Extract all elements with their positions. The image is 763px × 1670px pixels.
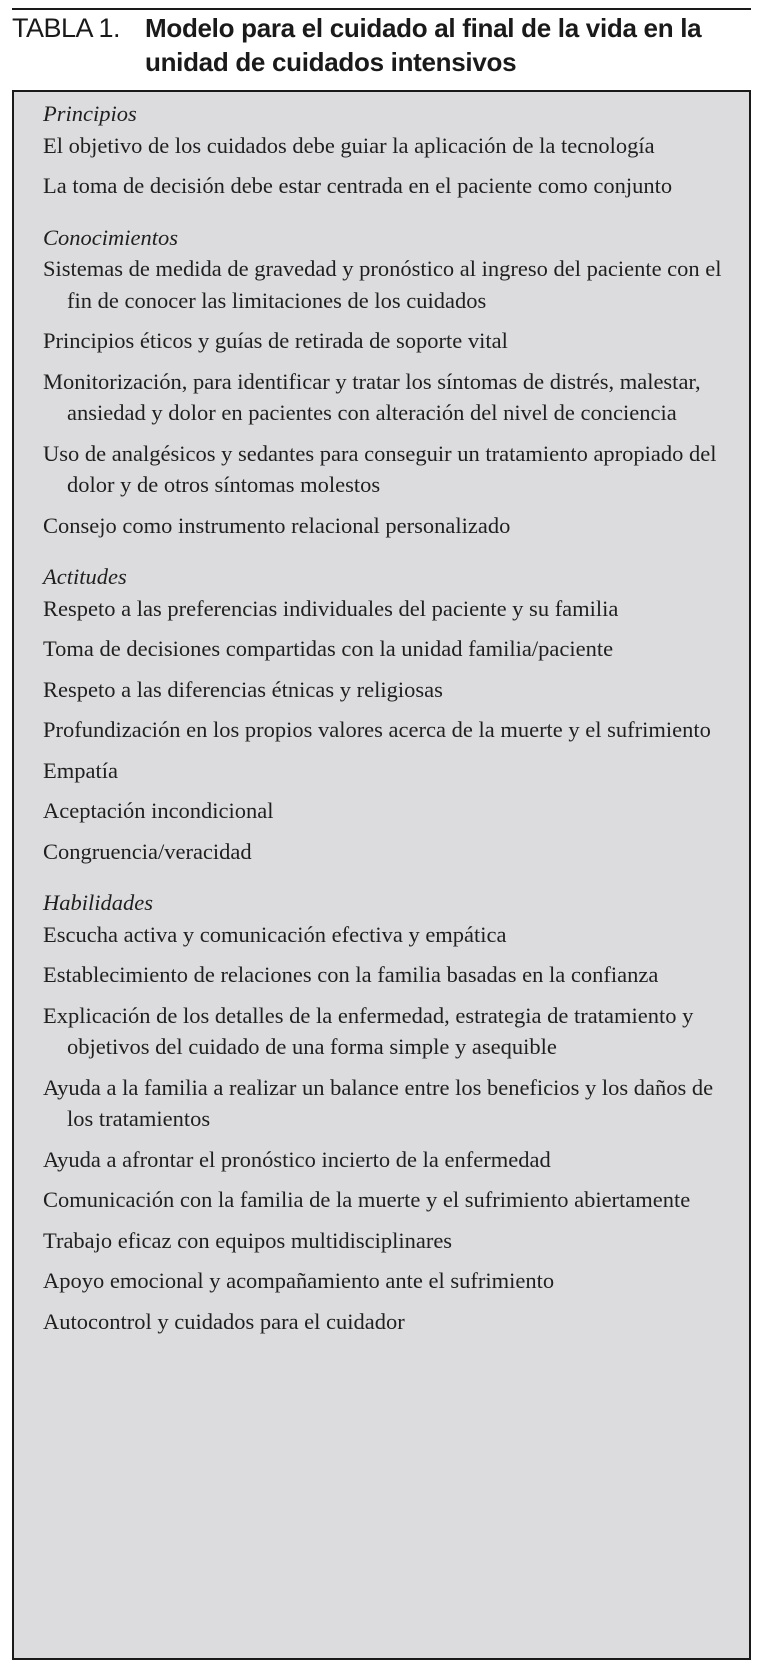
list-item: El objetivo de los cuidados debe guiar la aplicación de la tecnología [43,132,655,158]
list-item: Sistemas de medida de gravedad y pronóstico al ingreso del paciente con el fin de conocer las limitaciones de los cuidados [43,256,722,313]
list-item: Autocontrol y cuidados para el cuidador [43,1308,405,1334]
list-item: Empatía [43,757,118,783]
list-item: La toma de decisión debe estar centrada en el paciente como conjunto [43,173,673,198]
list-item: Escucha activa y comunicación efectiva y empática [43,921,507,947]
section-title: Principios [43,101,137,126]
header-rule [12,8,751,10]
list-item: Consejo como instrumento relacional personalizado [43,512,511,538]
list-item: Apoyo emocional y acompañamiento ante el sufrimiento [43,1268,555,1293]
section-habilidades [43,887,743,1337]
list-item: Uso de analgésicos y sedantes para conseguir un tratamiento apropiado del dolor y de otros síntomas molestos [43,440,717,497]
section-title: Habilidades [43,890,153,915]
section-title: Conocimientos [43,224,178,250]
list-item: Respeto a las diferencias étnicas y religiosas [43,676,443,702]
list-item: Congruencia/veracidad [43,838,252,864]
list-item: Trabajo eficaz con equipos multidisciplinares [43,1227,453,1253]
table-title: Modelo para el cuidado al final de la vida en la unidad de cuidados intensivos [145,13,702,77]
table-box [12,90,751,1660]
list-item: Respeto a las preferencias individuales del paciente y su familia [43,595,619,621]
section-principios [43,98,743,202]
table-label: TABLA 1. [12,13,121,43]
section-conocimientos [43,222,743,542]
table-content [43,98,743,1357]
list-item: Ayuda a la familia a realizar un balance entre los beneficios y los daños de los tratamientos [43,1074,714,1131]
list-item: Principios éticos y guías de retirada de soporte vital [43,328,508,353]
list-item: Toma de decisiones compartidas con la unidad familia/paciente [43,636,614,661]
section-title: Actitudes [43,564,127,589]
list-item: Explicación de los detalles de la enfermedad, estrategia de tratamiento y objetivos del cuidado de una forma simple y asequible [43,1002,694,1059]
list-item: Profundización en los propios valores acerca de la muerte y el sufrimiento [43,717,711,742]
list-item: Aceptación incondicional [43,798,274,823]
list-item: Comunicación con la familia de la muerte y el sufrimiento abiertamente [43,1187,691,1212]
list-item: Ayuda a afrontar el pronóstico incierto de la enfermedad [43,1146,551,1172]
section-actitudes [43,561,743,867]
list-item: Monitorización, para identificar y tratar los síntomas de distrés, malestar, ansiedad y dolor en pacientes con alteración del nivel de conciencia [43,368,701,425]
list-item: Establecimiento de relaciones con la familia basadas en la confianza [43,962,659,987]
